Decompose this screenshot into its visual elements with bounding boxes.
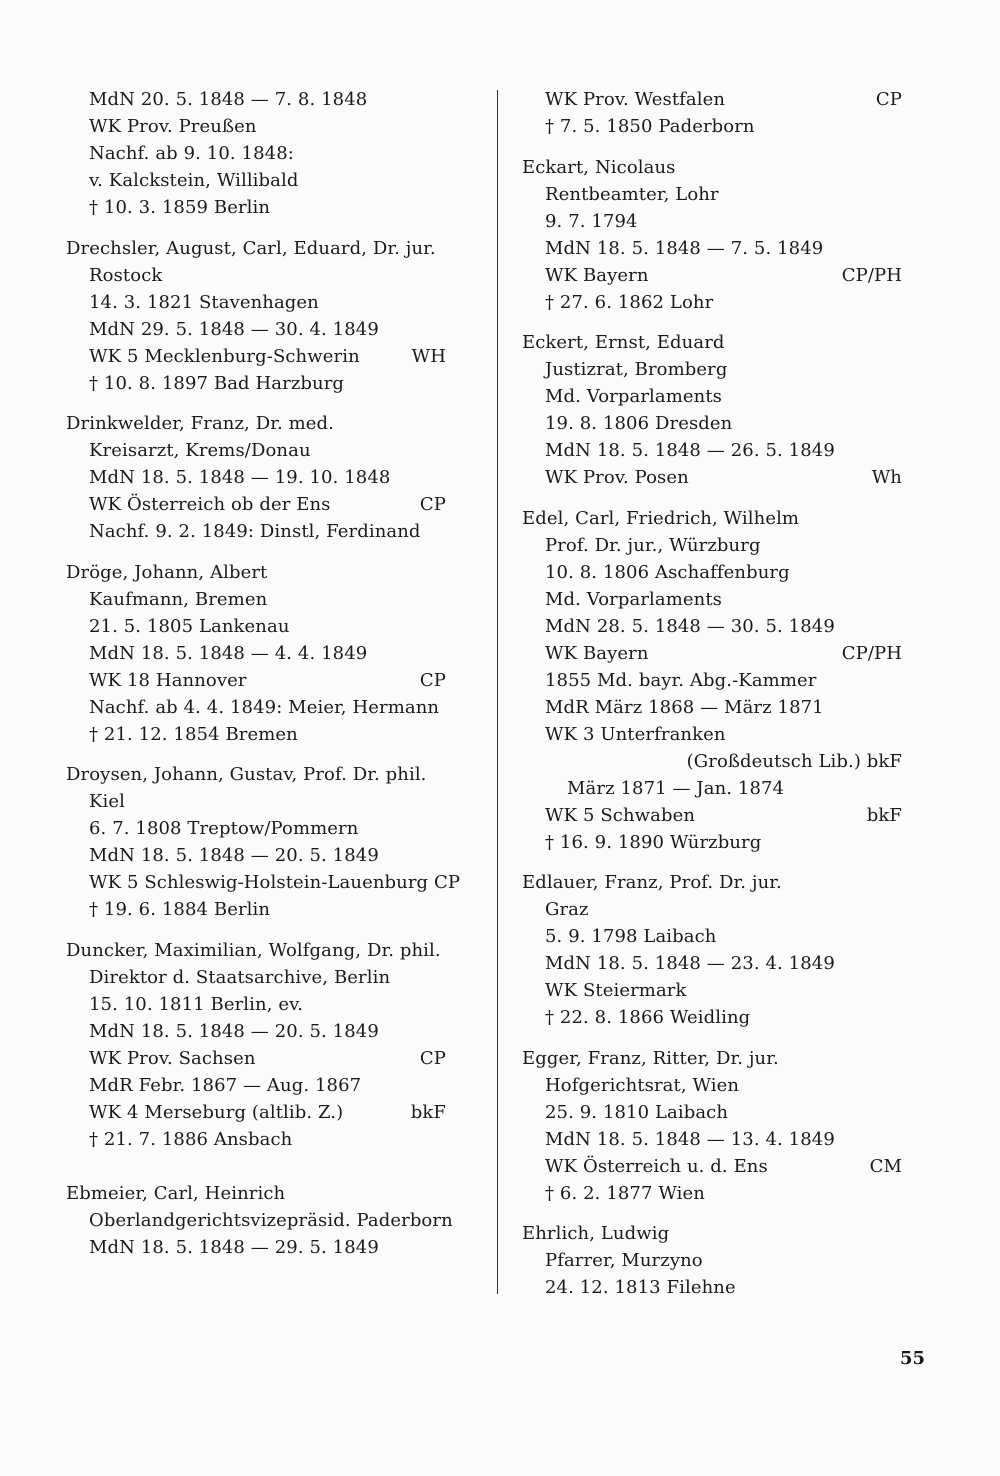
entry-text: † 16. 9. 1890 Würzburg [545,831,762,853]
entry-text: Justizrat, Bromberg [545,359,728,380]
entry-line [522,262,902,289]
entry-line [522,721,902,748]
entry-line [66,842,446,869]
biography-entry [522,869,902,1031]
entry-line [66,1207,453,1234]
entry-text: Drechsler, August, Carl, Eduard, Dr. jur. [66,237,436,259]
entry-text: Prof. Dr. jur., Würzburg [545,534,761,556]
entry-text: Kaufmann, Bremen [89,588,268,610]
entry-text: Edel, Carl, Friedrich, Wilhelm [522,507,800,529]
column-divider [497,90,498,1294]
entry-line [522,464,902,491]
entry-text: MdN 28. 5. 1848 — 30. 5. 1849 [545,615,835,637]
entry-line [522,383,902,410]
faction-tag: CP/PH [841,642,902,664]
entry-name [522,505,902,532]
entry-text: Pfarrer, Murzyno [545,1250,703,1271]
entry-text: † 10. 8. 1897 Bad Harzburg [89,372,345,394]
entry-text: Nachf. 9. 2. 1849: Dinstl, Ferdinand [89,521,421,542]
entry-line [66,86,446,113]
entry-text: 14. 3. 1821 Stavenhagen [89,291,319,313]
entry-text: WK 5 Schleswig-Holstein-Lauenburg CP [89,872,461,893]
entry-name [66,559,446,586]
entry-name [522,869,902,896]
biography-entry [66,1180,453,1261]
entry-gap [522,491,902,505]
entry-line [66,991,446,1018]
entry-gap [66,1153,446,1180]
entry-text: Nachf. ab 9. 10. 1848: [89,143,294,164]
entry-text: MdN 18. 5. 1848 — 4. 4. 1849 [89,642,368,664]
entry-line [522,181,902,208]
entry-line [66,491,446,518]
entry-line [66,518,446,545]
entry-text: WK 3 Unterfranken [545,723,726,745]
entry-line [522,829,902,856]
entry-gap [66,545,446,559]
biography-entry [522,329,902,491]
entry-text: † 22. 8. 1866 Weidling [545,1007,751,1028]
entry-line [66,586,446,613]
entry-line [522,640,902,667]
entry-name [522,1220,902,1247]
entry-name [66,761,446,788]
entry-text: WK Bayern [545,642,649,664]
entry-line [66,1072,446,1099]
right-column [522,86,902,1301]
entry-name [66,1180,446,1207]
entry-text: † 19. 6. 1884 Berlin [89,899,271,920]
biography-entry [522,154,902,316]
entry-text: 15. 10. 1811 Berlin, ev. [89,993,304,1015]
entry-line [522,775,902,802]
entry-gap [522,140,902,154]
entry-text: WK Prov. Westfalen [545,89,726,110]
entry-line [522,86,902,113]
entry-text: 5. 9. 1798 Laibach [545,926,717,947]
entry-line [66,1126,446,1153]
entry-line [66,640,446,667]
entry-text: 25. 9. 1810 Laibach [545,1101,729,1123]
entry-text: WK 5 Schwaben [545,804,696,826]
biography-entry [66,235,446,397]
entry-line [522,748,902,775]
entry-line [522,289,902,316]
entry-text: Eckart, Nicolaus [522,156,676,178]
entry-text: 19. 8. 1806 Dresden [545,413,733,434]
entry-line [522,1180,902,1207]
entry-line [66,964,446,991]
entry-line [522,1247,902,1274]
entry-line [66,694,446,721]
entry-line [522,437,902,464]
entry-text: Eckert, Ernst, Eduard [522,332,725,353]
entry-name [522,1045,902,1072]
entry-text: WK Steiermark [545,980,687,1001]
entry-text: WK 18 Hannover [89,669,247,691]
entry-text: † 6. 2. 1877 Wien [545,1182,705,1204]
entry-text: Direktor d. Staatsarchive, Berlin [89,966,391,988]
entry-text: 24. 12. 1813 Filehne [545,1277,736,1298]
biography-entry [522,1045,902,1207]
entry-line [66,815,446,842]
entry-text: Kiel [89,791,126,812]
entry-text: Ebmeier, Carl, Heinrich [66,1182,286,1204]
entry-text: Ehrlich, Ludwig [522,1223,670,1244]
entry-name [522,154,902,181]
entry-text: Nachf. ab 4. 4. 1849: Meier, Hermann [89,696,440,718]
entry-name [66,937,446,964]
entry-line [522,235,902,262]
entry-text: † 21. 12. 1854 Bremen [89,723,298,745]
entry-text: Egger, Franz, Ritter, Dr. jur. [522,1047,779,1069]
entry-text: MdR März 1868 — März 1871 [545,696,824,718]
entry-text: † 27. 6. 1862 Lohr [545,291,714,313]
faction-tag: CP [419,669,446,691]
faction-tag: CP [875,89,902,110]
entry-text: WK Prov. Sachsen [89,1047,256,1069]
entry-line [66,896,446,923]
entry-text: Duncker, Maximilian, Wolfgang, Dr. phil. [66,939,441,961]
entry-line [66,667,446,694]
entry-text: MdN 29. 5. 1848 — 30. 4. 1849 [89,318,379,340]
faction-tag: CP/PH [841,264,902,286]
biography-entry [66,937,446,1153]
entry-line [66,788,446,815]
entry-line [522,896,902,923]
entry-text: Graz [545,899,589,920]
biography-entry [66,410,446,545]
entry-text: MdN 18. 5. 1848 — 23. 4. 1849 [545,953,835,974]
entry-text: 9. 7. 1794 [545,210,638,232]
entry-line [522,613,902,640]
entry-line [66,113,446,140]
entry-text: (Großdeutsch Lib.) bkF [686,750,902,772]
entry-line [66,343,446,370]
entry-line [66,1045,446,1072]
entry-text: 1855 Md. bayr. Abg.-Kammer [545,669,817,691]
entry-text: Kreisarzt, Krems/Donau [89,440,311,461]
entry-line [66,289,446,316]
entry-text: Rentbeamter, Lohr [545,183,719,205]
entry-text: † 7. 5. 1850 Paderborn [545,116,755,137]
entry-line [522,1153,902,1180]
entry-line [66,437,446,464]
entry-line [522,532,902,559]
entry-line [66,262,446,289]
entry-text: † 10. 3. 1859 Berlin [89,197,271,218]
faction-tag: bkF [866,804,902,826]
entry-text: MdN 18. 5. 1848 — 13. 4. 1849 [545,1128,835,1150]
faction-tag: Wh [871,467,902,488]
entry-line [522,586,902,613]
left-column [66,86,461,1261]
faction-tag: WH [411,345,446,367]
entry-line [522,356,902,383]
entry-text: WK 4 Merseburg (altlib. Z.) [89,1101,344,1123]
entry-text: MdN 18. 5. 1848 — 20. 5. 1849 [89,845,379,866]
page-number: 55 [900,1348,926,1369]
entry-line [522,694,902,721]
entry-text: MdR Febr. 1867 — Aug. 1867 [89,1074,362,1096]
biography-entry [66,86,446,221]
entry-gap [66,221,446,235]
entry-line [522,1126,902,1153]
entry-line [522,208,902,235]
entry-name [522,329,902,356]
entry-text: MdN 18. 5. 1848 — 7. 5. 1849 [545,237,824,259]
entry-line [66,194,446,221]
entry-line [66,721,446,748]
entry-text: 6. 7. 1808 Treptow/Pommern [89,818,359,839]
biography-entry [66,761,461,923]
entry-text: † 21. 7. 1886 Ansbach [89,1128,293,1150]
biography-entry [522,505,902,856]
entry-line [522,1274,902,1301]
entry-gap [522,1031,902,1045]
entry-text: MdN 18. 5. 1848 — 29. 5. 1849 [89,1236,379,1258]
entry-text: Edlauer, Franz, Prof. Dr. jur. [522,872,782,893]
entry-line [522,667,902,694]
faction-tag: CM [869,1155,902,1177]
entry-gap [522,856,902,870]
entry-text: Rostock [89,264,163,286]
biography-entry [522,86,902,140]
entry-text: Hofgerichtsrat, Wien [545,1074,740,1096]
entry-line [522,1072,902,1099]
biography-entry [66,559,446,748]
entry-text: Md. Vorparlaments [545,588,723,610]
entry-text: WK Österreich ob der Ens [89,494,331,515]
entry-line [66,1234,446,1261]
entry-line [66,1099,446,1126]
entry-text: WK Prov. Preußen [89,116,257,137]
entry-name [66,235,446,262]
entry-text: Droysen, Johann, Gustav, Prof. Dr. phil. [66,764,427,785]
entry-line [522,977,902,1004]
entry-gap [66,397,446,411]
entry-text: Dröge, Johann, Albert [66,561,268,583]
entry-line [522,1099,902,1126]
entry-line [522,559,902,586]
entry-line [66,370,446,397]
entry-line [66,869,461,896]
entry-line [66,613,446,640]
faction-tag: bkF [410,1101,446,1123]
entry-text: 21. 5. 1805 Lankenau [89,615,290,637]
entry-text: Oberlandgerichtsvizepräsid. Paderborn [89,1209,453,1231]
entry-text: WK 5 Mecklenburg-Schwerin [89,345,360,367]
entry-gap [522,316,902,330]
entry-text: März 1871 — Jan. 1874 [567,777,785,799]
entry-text: v. Kalckstein, Willibald [89,170,299,191]
entry-text: MdN 18. 5. 1848 — 20. 5. 1849 [89,1020,379,1042]
entry-text: Md. Vorparlaments [545,386,723,407]
entry-gap [66,748,446,762]
entry-gap [522,1207,902,1221]
entry-line [522,1004,902,1031]
entry-line [522,950,902,977]
entry-line [66,140,446,167]
entry-gap [66,923,446,937]
entry-text: MdN 20. 5. 1848 — 7. 8. 1848 [89,89,368,110]
entry-line [66,1018,446,1045]
faction-tag: CP [419,1047,446,1069]
entry-line [522,410,902,437]
entry-line [66,316,446,343]
entry-text: MdN 18. 5. 1848 — 26. 5. 1849 [545,440,835,461]
entry-text: 10. 8. 1806 Aschaffenburg [545,561,790,583]
entry-name [66,410,446,437]
entry-line [522,113,902,140]
biography-entry [522,1220,902,1301]
entry-text: Drinkwelder, Franz, Dr. med. [66,413,334,434]
entry-line [522,923,902,950]
entry-line [66,464,446,491]
entry-text: WK Bayern [545,264,649,286]
entry-text: MdN 18. 5. 1848 — 19. 10. 1848 [89,467,391,488]
entry-line [66,167,446,194]
entry-text: WK Österreich u. d. Ens [545,1155,768,1177]
entry-text: WK Prov. Posen [545,467,689,488]
entry-line [522,802,902,829]
faction-tag: CP [419,494,446,515]
